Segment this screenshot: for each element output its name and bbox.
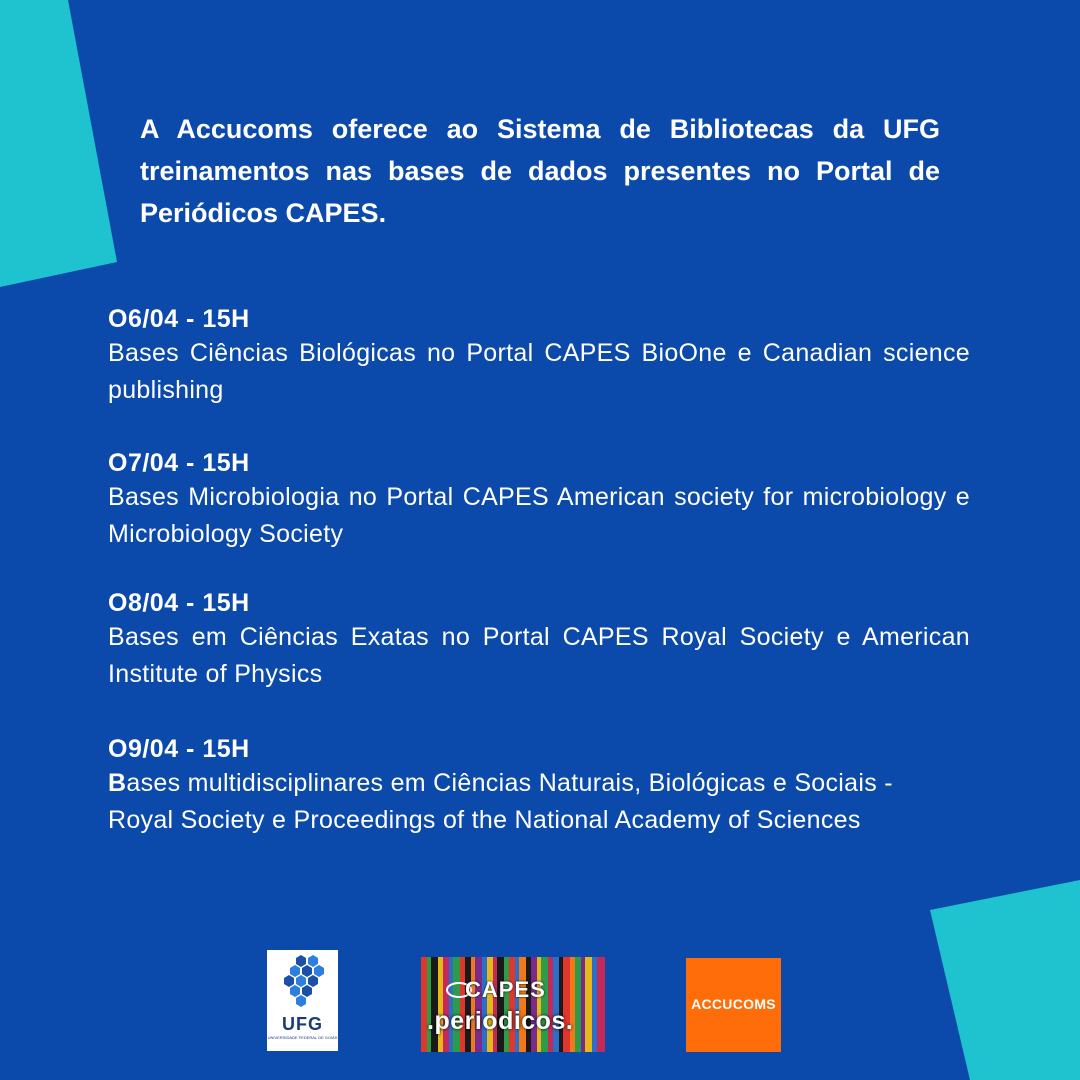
session-description xyxy=(108,765,928,839)
session-description-first-letter: B xyxy=(108,769,127,797)
session-description: Bases em Ciências Exatas no Portal CAPES Royal Society e American Institute of Physics xyxy=(108,623,970,688)
session-date: O6/04 - 15H xyxy=(108,305,250,333)
accucoms-logo xyxy=(686,958,781,1052)
ufg-logo-text: UFG xyxy=(282,1014,323,1034)
session-description: Bases Ciências Biológicas no Portal CAPES BioOne e Canadian science publishing xyxy=(108,339,970,404)
capes-logo-text: CAPES xyxy=(465,977,546,1002)
session-4 xyxy=(108,733,970,839)
intro-text: A Accucoms oferece ao Sistema de Bibliotecas da UFG treinamentos nas bases de dados presentes no Portal de Periódicos CAPES. xyxy=(140,114,940,228)
accucoms-logo-text: ACCUCOMS xyxy=(691,996,776,1012)
session-date: O7/04 - 15H xyxy=(108,449,250,477)
periodicos-logo-text: .periodicos. xyxy=(427,1007,574,1035)
session-date: O8/04 - 15H xyxy=(108,589,250,617)
ufg-logo-subtext: UNIVERSIDADE FEDERAL DE GOIÁS xyxy=(267,1035,338,1040)
capes-stripes-background xyxy=(421,957,605,1052)
session-1 xyxy=(108,303,970,409)
session-2 xyxy=(108,447,970,553)
session-date: O9/04 - 15H xyxy=(108,735,250,763)
capes-periodicos-logo xyxy=(421,957,605,1052)
ufg-logo xyxy=(267,950,338,1051)
session-3 xyxy=(108,587,970,693)
session-description-rest: ases multidisciplinares em Ciências Naturais, Biológicas e Sociais - Royal Society e Proceedings of the National Academy of Sciences xyxy=(108,769,893,834)
hexagon-cluster-icon xyxy=(267,950,338,1012)
decorative-teal-shape-top-left xyxy=(0,0,120,290)
session-description: Bases Microbiologia no Portal CAPES American society for microbiology e Microbiology Society xyxy=(108,483,970,548)
decorative-teal-shape-bottom-right xyxy=(930,880,1080,1080)
